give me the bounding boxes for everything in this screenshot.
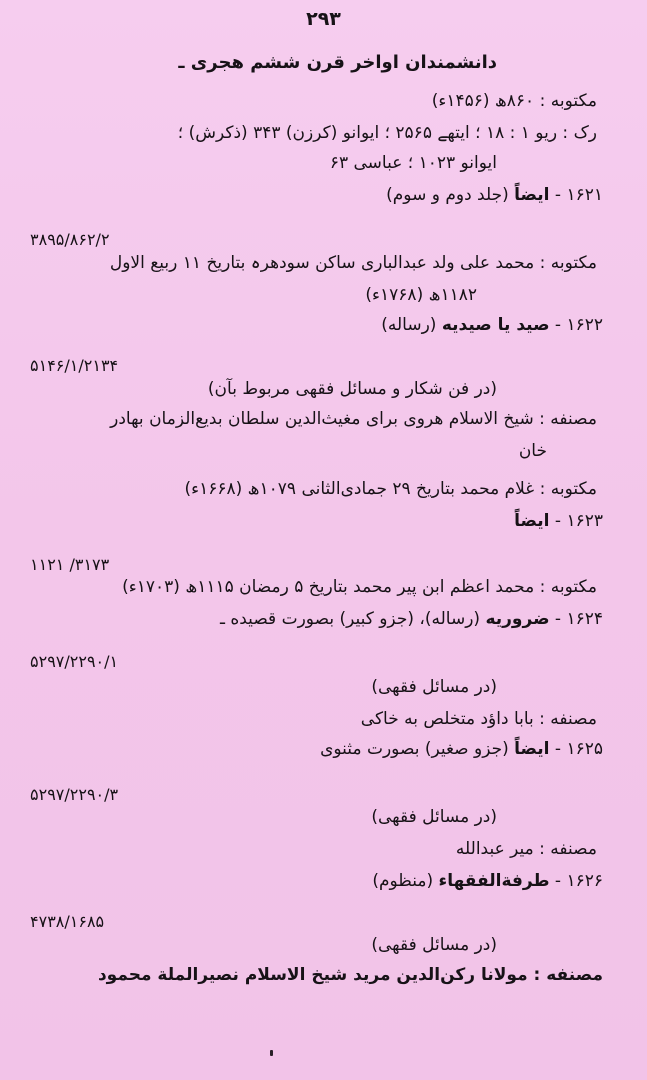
section-title: دانشمندان اواخر قرن ششم هجری ـ bbox=[178, 52, 497, 73]
entry-1625-ref: ۵۲۹۷/۲۲۹۰/۱ bbox=[30, 652, 119, 671]
entry-1622-maktuba-line2: ۱۱۸۲ھ (۱۷۶۸ء) bbox=[365, 285, 477, 305]
entry-1626-musannif: مصنفه : میر عبدالله bbox=[455, 839, 597, 859]
entry-number: ۱۶۲۴ - bbox=[554, 609, 603, 629]
entry-1625-subject: (در مسائل فقهی) bbox=[371, 677, 497, 697]
entry-1622-ref: ۳۸۹۵/۸۶۲/۲ bbox=[30, 230, 110, 249]
entry-1621-rak-line2: ایوانو ۱۰۲۳ ؛ عباسی ۶۳ bbox=[329, 153, 497, 173]
ink-mark bbox=[270, 1050, 273, 1056]
entry-number: ۱۶۲۲ - bbox=[554, 315, 603, 335]
entry-1627-subject: (در مسائل فقهی) bbox=[371, 935, 497, 955]
entry-title: ایضاً bbox=[514, 739, 550, 759]
entry-note: (منظوم) bbox=[372, 871, 434, 891]
entry-1623-musannif-line2: خان bbox=[518, 441, 547, 461]
entry-1627-musannif: مصنفه : مولانا رکن‌الدین مرید شیخ الاسلام نصیرالملة محمود bbox=[97, 965, 603, 985]
entry-note: (رساله) bbox=[381, 315, 437, 335]
entry-1626-ref: ۵۲۹۷/۲۲۹۰/۳ bbox=[30, 785, 119, 804]
entry-note: (جزو صغیر) بصورت مثنوی bbox=[320, 739, 509, 759]
entry-note: (جلد دوم و سوم) bbox=[386, 185, 509, 205]
entry-1621-heading bbox=[386, 184, 603, 206]
entry-1627-ref: ۴۷۳۸/۱۶۸۵ bbox=[30, 912, 105, 931]
entry-1623-maktuba: مکتوبه : غلام محمد بتاریخ ۲۹ جمادی‌الثانی ۱۰۷۹ھ (۱۶۶۸ء) bbox=[184, 479, 597, 499]
entry-1626-subject: (در مسائل فقهی) bbox=[371, 807, 497, 827]
entry-1626-heading bbox=[372, 870, 603, 892]
entry-number: ۱۶۲۶ - bbox=[554, 871, 603, 891]
entry-1622-heading bbox=[381, 314, 603, 336]
entry-title: ایضاً bbox=[514, 511, 550, 531]
entry-number: ۱۶۲۵ - bbox=[554, 739, 603, 759]
entry-title: طرفة‌الفقهاء bbox=[438, 871, 550, 891]
entry-1624-ref: ۱۱۲۱ /۳۱۷۳ bbox=[30, 555, 110, 574]
entry-title: ضروریه bbox=[485, 609, 550, 629]
entry-1625-musannif: مصنفه : بابا داؤد متخلص به خاکی bbox=[360, 709, 597, 729]
entry-1623-ref: ۵۱۴۶/۱/۲۱۳۴ bbox=[30, 356, 119, 375]
entry-number: ۱۶۲۳ - bbox=[554, 511, 603, 531]
entry-title: صید یا صیدیه bbox=[441, 315, 550, 335]
entry-1623-musannif-line1: مصنفه : شیخ الاسلام هروی برای مغیث‌الدین سلطان بدیع‌الزمان بهادر bbox=[110, 409, 597, 429]
entry-1624-maktuba: مکتوبه : محمد اعظم ابن پیر محمد بتاریخ ۵ رمضان ۱۱۱۵ھ (۱۷۰۳ء) bbox=[122, 577, 597, 597]
entry-1623-subject: (در فن شکار و مسائل فقهی مربوط بآن) bbox=[207, 379, 497, 399]
entry-1623-heading bbox=[514, 510, 603, 532]
entry-note: (رساله)، (جزو کبیر) بصورت قصیده ـ bbox=[219, 609, 481, 629]
entry-1622-maktuba-line1: مکتوبه : محمد علی ولد عبدالباری ساکن سودھرہ بتاریخ ۱۱ ربیع الاول bbox=[109, 253, 597, 273]
entry-1624-heading bbox=[220, 608, 603, 630]
page-number: ۲۹۳ bbox=[306, 8, 341, 30]
entry-1625-heading bbox=[320, 738, 603, 760]
entry-title: ایضاً bbox=[514, 185, 550, 205]
entry-1621-rak-line1: رک : ریو ۱ : ۱۸ ؛ ایتھے ۲۵۶۵ ؛ ایوانو (کرزن) ۳۴۳ (ذکرش) ؛ bbox=[177, 123, 597, 143]
entry-1621-maktuba: مکتوبه : ۸۶۰ھ (۱۴۵۶ء) bbox=[431, 91, 597, 111]
entry-number: ۱۶۲۱ - bbox=[554, 185, 603, 205]
